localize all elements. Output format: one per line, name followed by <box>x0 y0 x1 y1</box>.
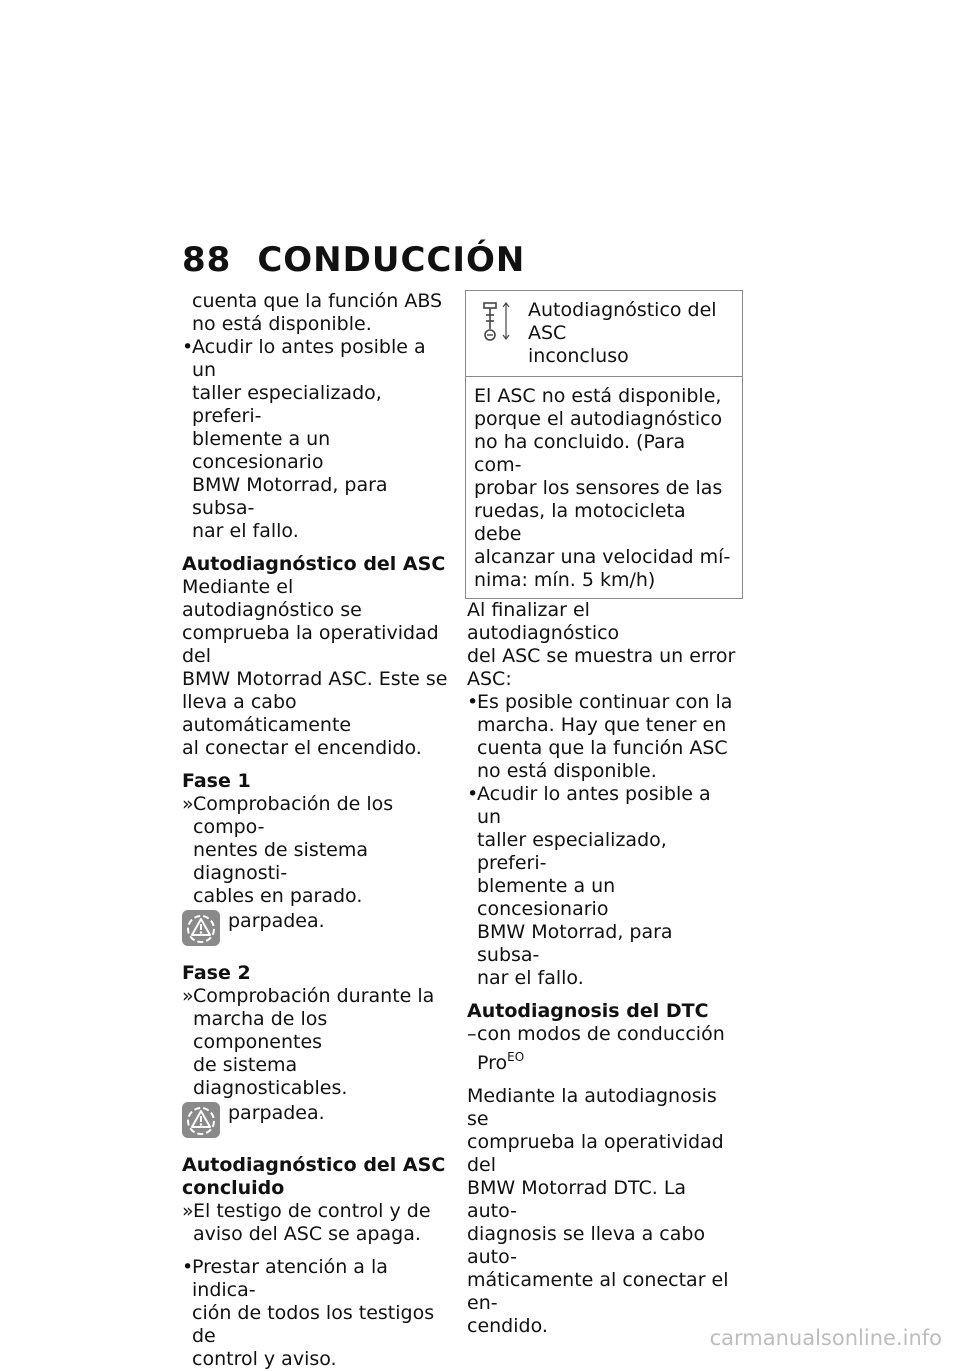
text-line: Mediante la autodiagnosis se <box>467 1085 717 1130</box>
text-line: del ASC se muestra un error <box>467 645 736 667</box>
text-line: blemente a un concesionario <box>477 875 616 920</box>
note-header <box>466 291 742 377</box>
bullet-marker: • <box>467 691 479 713</box>
text-line: porque el autodiagnóstico <box>474 408 723 430</box>
sensor-gauge-icon <box>476 299 514 345</box>
text-line: Autodiagnóstico del ASC <box>528 299 717 344</box>
text-line: cuenta que la función ASC <box>477 737 728 759</box>
text-line: ruedas, la motocicleta debe <box>474 500 686 545</box>
text-line: Comprobación durante la <box>193 985 435 1007</box>
section-title: CONDUCCIÓN <box>257 240 526 280</box>
warning-triangle-icon <box>182 1102 220 1138</box>
text-line: marcha de los componentes <box>193 1008 328 1053</box>
text-line: no está disponible. <box>477 760 657 782</box>
text-line: nar el fallo. <box>192 520 299 542</box>
phase-2-title: Fase 2 <box>182 962 251 984</box>
dash-item-riding-modes <box>467 1023 739 1075</box>
text-line: BMW Motorrad, para subsa- <box>192 474 388 519</box>
text-line: taller especializado, preferi- <box>477 829 667 874</box>
text-line: Acudir lo antes posible a un <box>477 783 711 828</box>
text-line: nentes de sistema diagnosti- <box>193 839 369 884</box>
text-line: Acudir lo antes posible a un <box>192 336 426 381</box>
text-line: aviso del ASC se apaga. <box>193 1223 421 1245</box>
section-heading-dtc-selftest: Autodiagnosis del DTC <box>467 1000 709 1022</box>
phase-1-title: Fase 1 <box>182 770 251 792</box>
text-line: diagnosis se lleva a cabo auto- <box>467 1223 706 1268</box>
text-line: El testigo de control y de <box>193 1200 431 1222</box>
bullet-item-continue <box>467 691 739 783</box>
text-line: ción de todos los testigos de <box>192 1302 435 1347</box>
concluded-item <box>182 1200 450 1246</box>
page-header <box>182 240 525 280</box>
section-heading-asc-selftest: Autodiagnóstico del ASC <box>182 553 446 575</box>
text-line: cables en parado. <box>193 885 363 907</box>
intro-line: no está disponible. <box>192 313 372 335</box>
phase-1-status: parpadea. <box>228 910 325 932</box>
text-line <box>477 1046 739 1075</box>
text-line: blemente a un concesionario <box>192 428 331 473</box>
text-line: no ha concluido. (Para com- <box>474 431 686 476</box>
warning-triangle-icon <box>182 910 220 946</box>
text-line: Al finalizar el autodiagnóstico <box>467 599 620 644</box>
phase-2-status: parpadea. <box>228 1102 325 1124</box>
text-line: control y aviso. <box>192 1348 337 1370</box>
phase-1-indicator <box>182 910 450 952</box>
text-line: Comprobación de los compo- <box>193 793 394 838</box>
watermark: carmanualsonline.info <box>709 1326 942 1350</box>
text-line: alcanzar una velocidad mí- <box>474 546 731 568</box>
intro-line: cuenta que la función ABS <box>192 290 443 312</box>
bullet-item-workshop <box>467 783 739 990</box>
text-line: probar los sensores de las <box>474 477 723 499</box>
section-heading-asc-concluded: Autodiagnóstico del ASC <box>182 1154 446 1176</box>
text-line: ASC: <box>467 668 512 690</box>
note-body <box>466 377 742 598</box>
text-line: comprueba la operatividad del <box>467 1131 724 1176</box>
mode-name: Pro <box>477 1052 508 1074</box>
phase-2-indicator <box>182 1102 450 1144</box>
bullet-marker: • <box>182 1256 194 1278</box>
bullet-item-workshop <box>182 336 450 543</box>
text-line: Prestar atención a la indica- <box>192 1256 388 1301</box>
text-line: BMW Motorrad DTC. La auto- <box>467 1177 687 1222</box>
text-line: máticamente al conectar el en- <box>467 1269 729 1314</box>
text-line: El ASC no está disponible, <box>474 385 722 407</box>
text-line: comprueba la operatividad del <box>182 622 439 667</box>
phase-2-item <box>182 985 450 1100</box>
text-line: lleva a cabo automáticamente <box>182 691 352 736</box>
equipment-superscript: EO <box>507 1050 525 1064</box>
text-line: marcha. Hay que tener en <box>477 714 727 736</box>
text-line: de sistema diagnosticables. <box>193 1054 348 1099</box>
text-line: BMW Motorrad, para subsa- <box>477 921 673 966</box>
right-column <box>467 290 739 1338</box>
text-line: taller especializado, preferi- <box>192 382 382 427</box>
note-box-asc-incomplete <box>465 290 743 599</box>
left-column <box>182 290 450 1371</box>
note-title <box>514 299 736 368</box>
bullet-marker: • <box>182 336 194 358</box>
bullet-item-attention <box>182 1256 450 1371</box>
arrow-marker: » <box>182 1200 194 1222</box>
arrow-marker: » <box>182 793 194 815</box>
text-line: al conectar el encendido. <box>182 737 422 759</box>
text-line: con modos de conducción <box>477 1023 725 1045</box>
page-number: 88 <box>182 240 232 280</box>
text-line: BMW Motorrad ASC. Este se <box>182 668 448 690</box>
text-line: inconcluso <box>528 345 629 367</box>
phase-1-item <box>182 793 450 908</box>
text-line: Es posible continuar con la <box>477 691 733 713</box>
arrow-marker: » <box>182 985 194 1007</box>
paragraph-dtc <box>467 1085 739 1338</box>
text-line: cendido. <box>467 1315 548 1337</box>
text-line: nar el fallo. <box>477 967 584 989</box>
text-line: Mediante el autodiagnóstico se <box>182 576 362 621</box>
dash-marker: – <box>467 1023 477 1045</box>
section-heading-asc-concluded-l2: concluido <box>182 1177 285 1199</box>
bullet-marker: • <box>467 783 479 805</box>
text-line: nima: mín. 5 km/h) <box>474 569 656 591</box>
